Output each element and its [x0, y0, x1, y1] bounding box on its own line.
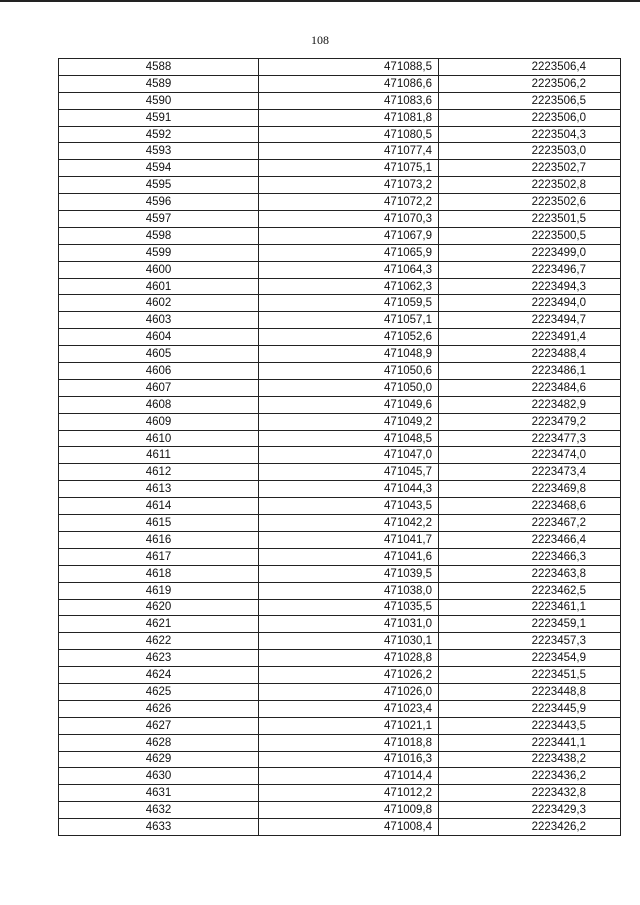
point-number-cell: 4608 — [59, 396, 259, 413]
x-coordinate-cell: 471049,6 — [259, 396, 439, 413]
y-coordinate-cell: 2223438,2 — [439, 751, 621, 768]
x-coordinate-cell: 471026,0 — [259, 683, 439, 700]
x-coordinate-cell: 471062,3 — [259, 278, 439, 295]
y-coordinate-cell: 2223503,0 — [439, 143, 621, 160]
table-row — [59, 312, 621, 329]
y-coordinate-cell: 2223463,8 — [439, 565, 621, 582]
point-number-cell: 4602 — [59, 295, 259, 312]
table-row — [59, 261, 621, 278]
point-number-cell: 4604 — [59, 329, 259, 346]
y-coordinate-cell: 2223494,3 — [439, 278, 621, 295]
x-coordinate-cell: 471050,0 — [259, 379, 439, 396]
y-coordinate-cell: 2223502,6 — [439, 194, 621, 211]
y-coordinate-cell: 2223504,3 — [439, 126, 621, 143]
y-coordinate-cell: 2223466,3 — [439, 548, 621, 565]
x-coordinate-cell: 471088,5 — [259, 59, 439, 76]
table-row — [59, 650, 621, 667]
table-row — [59, 819, 621, 836]
point-number-cell: 4629 — [59, 751, 259, 768]
x-coordinate-cell: 471047,0 — [259, 447, 439, 464]
y-coordinate-cell: 2223469,8 — [439, 481, 621, 498]
point-number-cell: 4598 — [59, 227, 259, 244]
table-row — [59, 481, 621, 498]
table-row — [59, 244, 621, 261]
y-coordinate-cell: 2223441,1 — [439, 734, 621, 751]
y-coordinate-cell: 2223496,7 — [439, 261, 621, 278]
x-coordinate-cell: 471041,7 — [259, 531, 439, 548]
table-row — [59, 582, 621, 599]
point-number-cell: 4619 — [59, 582, 259, 599]
y-coordinate-cell: 2223482,9 — [439, 396, 621, 413]
point-number-cell: 4614 — [59, 498, 259, 515]
table-row — [59, 92, 621, 109]
x-coordinate-cell: 471039,5 — [259, 565, 439, 582]
x-coordinate-cell: 471048,5 — [259, 430, 439, 447]
y-coordinate-cell: 2223429,3 — [439, 802, 621, 819]
point-number-cell: 4620 — [59, 599, 259, 616]
point-number-cell: 4605 — [59, 346, 259, 363]
table-row — [59, 734, 621, 751]
point-number-cell: 4600 — [59, 261, 259, 278]
y-coordinate-cell: 2223501,5 — [439, 211, 621, 228]
x-coordinate-cell: 471048,9 — [259, 346, 439, 363]
x-coordinate-cell: 471014,4 — [259, 768, 439, 785]
point-number-cell: 4622 — [59, 633, 259, 650]
y-coordinate-cell: 2223484,6 — [439, 379, 621, 396]
y-coordinate-cell: 2223473,4 — [439, 464, 621, 481]
table-row — [59, 802, 621, 819]
x-coordinate-cell: 471023,4 — [259, 700, 439, 717]
x-coordinate-cell: 471059,5 — [259, 295, 439, 312]
point-number-cell: 4601 — [59, 278, 259, 295]
y-coordinate-cell: 2223506,4 — [439, 59, 621, 76]
table-row — [59, 143, 621, 160]
y-coordinate-cell: 2223445,9 — [439, 700, 621, 717]
point-number-cell: 4624 — [59, 667, 259, 684]
y-coordinate-cell: 2223468,6 — [439, 498, 621, 515]
point-number-cell: 4596 — [59, 194, 259, 211]
point-number-cell: 4621 — [59, 616, 259, 633]
y-coordinate-cell: 2223488,4 — [439, 346, 621, 363]
point-number-cell: 4611 — [59, 447, 259, 464]
point-number-cell: 4588 — [59, 59, 259, 76]
y-coordinate-cell: 2223436,2 — [439, 768, 621, 785]
x-coordinate-cell: 471042,2 — [259, 515, 439, 532]
x-coordinate-cell: 471008,4 — [259, 819, 439, 836]
x-coordinate-cell: 471045,7 — [259, 464, 439, 481]
table-row — [59, 278, 621, 295]
table-row — [59, 396, 621, 413]
y-coordinate-cell: 2223486,1 — [439, 363, 621, 380]
x-coordinate-cell: 471030,1 — [259, 633, 439, 650]
x-coordinate-cell: 471043,5 — [259, 498, 439, 515]
point-number-cell: 4590 — [59, 92, 259, 109]
table-row — [59, 667, 621, 684]
y-coordinate-cell: 2223432,8 — [439, 785, 621, 802]
x-coordinate-cell: 471080,5 — [259, 126, 439, 143]
point-number-cell: 4633 — [59, 819, 259, 836]
table-row — [59, 227, 621, 244]
y-coordinate-cell: 2223451,5 — [439, 667, 621, 684]
point-number-cell: 4618 — [59, 565, 259, 582]
x-coordinate-cell: 471077,4 — [259, 143, 439, 160]
coordinates-table-body — [59, 59, 621, 836]
table-row — [59, 565, 621, 582]
table-row — [59, 498, 621, 515]
x-coordinate-cell: 471049,2 — [259, 413, 439, 430]
table-row — [59, 599, 621, 616]
table-row — [59, 177, 621, 194]
point-number-cell: 4632 — [59, 802, 259, 819]
x-coordinate-cell: 471052,6 — [259, 329, 439, 346]
table-row — [59, 379, 621, 396]
page-number: 108 — [311, 33, 329, 47]
x-coordinate-cell: 471012,2 — [259, 785, 439, 802]
point-number-cell: 4609 — [59, 413, 259, 430]
y-coordinate-cell: 2223479,2 — [439, 413, 621, 430]
y-coordinate-cell: 2223494,0 — [439, 295, 621, 312]
y-coordinate-cell: 2223426,2 — [439, 819, 621, 836]
x-coordinate-cell: 471026,2 — [259, 667, 439, 684]
y-coordinate-cell: 2223506,2 — [439, 75, 621, 92]
point-number-cell: 4612 — [59, 464, 259, 481]
table-row — [59, 447, 621, 464]
table-row — [59, 59, 621, 76]
point-number-cell: 4615 — [59, 515, 259, 532]
x-coordinate-cell: 471070,3 — [259, 211, 439, 228]
y-coordinate-cell: 2223502,7 — [439, 160, 621, 177]
x-coordinate-cell: 471028,8 — [259, 650, 439, 667]
table-row — [59, 616, 621, 633]
table-row — [59, 160, 621, 177]
x-coordinate-cell: 471050,6 — [259, 363, 439, 380]
y-coordinate-cell: 2223467,2 — [439, 515, 621, 532]
table-row — [59, 75, 621, 92]
point-number-cell: 4631 — [59, 785, 259, 802]
y-coordinate-cell: 2223448,8 — [439, 683, 621, 700]
x-coordinate-cell: 471038,0 — [259, 582, 439, 599]
y-coordinate-cell: 2223502,8 — [439, 177, 621, 194]
point-number-cell: 4623 — [59, 650, 259, 667]
table-row — [59, 363, 621, 380]
x-coordinate-cell: 471064,3 — [259, 261, 439, 278]
y-coordinate-cell: 2223443,5 — [439, 717, 621, 734]
table-row — [59, 464, 621, 481]
y-coordinate-cell: 2223500,5 — [439, 227, 621, 244]
y-coordinate-cell: 2223506,5 — [439, 92, 621, 109]
point-number-cell: 4589 — [59, 75, 259, 92]
y-coordinate-cell: 2223491,4 — [439, 329, 621, 346]
y-coordinate-cell: 2223477,3 — [439, 430, 621, 447]
y-coordinate-cell: 2223499,0 — [439, 244, 621, 261]
page-top-border — [0, 0, 640, 2]
table-row — [59, 194, 621, 211]
x-coordinate-cell: 471057,1 — [259, 312, 439, 329]
table-row — [59, 683, 621, 700]
point-number-cell: 4593 — [59, 143, 259, 160]
x-coordinate-cell: 471018,8 — [259, 734, 439, 751]
x-coordinate-cell: 471067,9 — [259, 227, 439, 244]
point-number-cell: 4603 — [59, 312, 259, 329]
table-row — [59, 413, 621, 430]
y-coordinate-cell: 2223466,4 — [439, 531, 621, 548]
point-number-cell: 4606 — [59, 363, 259, 380]
x-coordinate-cell: 471016,3 — [259, 751, 439, 768]
table-row — [59, 515, 621, 532]
coordinates-table — [58, 58, 621, 836]
x-coordinate-cell: 471075,1 — [259, 160, 439, 177]
y-coordinate-cell: 2223462,5 — [439, 582, 621, 599]
table-row — [59, 531, 621, 548]
point-number-cell: 4599 — [59, 244, 259, 261]
x-coordinate-cell: 471031,0 — [259, 616, 439, 633]
point-number-cell: 4613 — [59, 481, 259, 498]
table-row — [59, 548, 621, 565]
y-coordinate-cell: 2223494,7 — [439, 312, 621, 329]
table-row — [59, 768, 621, 785]
point-number-cell: 4630 — [59, 768, 259, 785]
point-number-cell: 4607 — [59, 379, 259, 396]
x-coordinate-cell: 471021,1 — [259, 717, 439, 734]
point-number-cell: 4594 — [59, 160, 259, 177]
x-coordinate-cell: 471035,5 — [259, 599, 439, 616]
point-number-cell: 4591 — [59, 109, 259, 126]
y-coordinate-cell: 2223474,0 — [439, 447, 621, 464]
point-number-cell: 4627 — [59, 717, 259, 734]
table-row — [59, 295, 621, 312]
point-number-cell: 4592 — [59, 126, 259, 143]
x-coordinate-cell: 471041,6 — [259, 548, 439, 565]
table-row — [59, 700, 621, 717]
table-row — [59, 633, 621, 650]
x-coordinate-cell: 471009,8 — [259, 802, 439, 819]
table-row — [59, 346, 621, 363]
point-number-cell: 4616 — [59, 531, 259, 548]
point-number-cell: 4625 — [59, 683, 259, 700]
point-number-cell: 4597 — [59, 211, 259, 228]
table-row — [59, 109, 621, 126]
y-coordinate-cell: 2223457,3 — [439, 633, 621, 650]
x-coordinate-cell: 471083,6 — [259, 92, 439, 109]
point-number-cell: 4610 — [59, 430, 259, 447]
x-coordinate-cell: 471072,2 — [259, 194, 439, 211]
x-coordinate-cell: 471081,8 — [259, 109, 439, 126]
table-row — [59, 211, 621, 228]
y-coordinate-cell: 2223454,9 — [439, 650, 621, 667]
table-row — [59, 126, 621, 143]
point-number-cell: 4617 — [59, 548, 259, 565]
y-coordinate-cell: 2223461,1 — [439, 599, 621, 616]
y-coordinate-cell: 2223459,1 — [439, 616, 621, 633]
point-number-cell: 4626 — [59, 700, 259, 717]
y-coordinate-cell: 2223506,0 — [439, 109, 621, 126]
x-coordinate-cell: 471044,3 — [259, 481, 439, 498]
table-row — [59, 717, 621, 734]
x-coordinate-cell: 471073,2 — [259, 177, 439, 194]
table-row — [59, 430, 621, 447]
table-row — [59, 329, 621, 346]
x-coordinate-cell: 471065,9 — [259, 244, 439, 261]
point-number-cell: 4628 — [59, 734, 259, 751]
table-row — [59, 785, 621, 802]
point-number-cell: 4595 — [59, 177, 259, 194]
table-row — [59, 751, 621, 768]
x-coordinate-cell: 471086,6 — [259, 75, 439, 92]
